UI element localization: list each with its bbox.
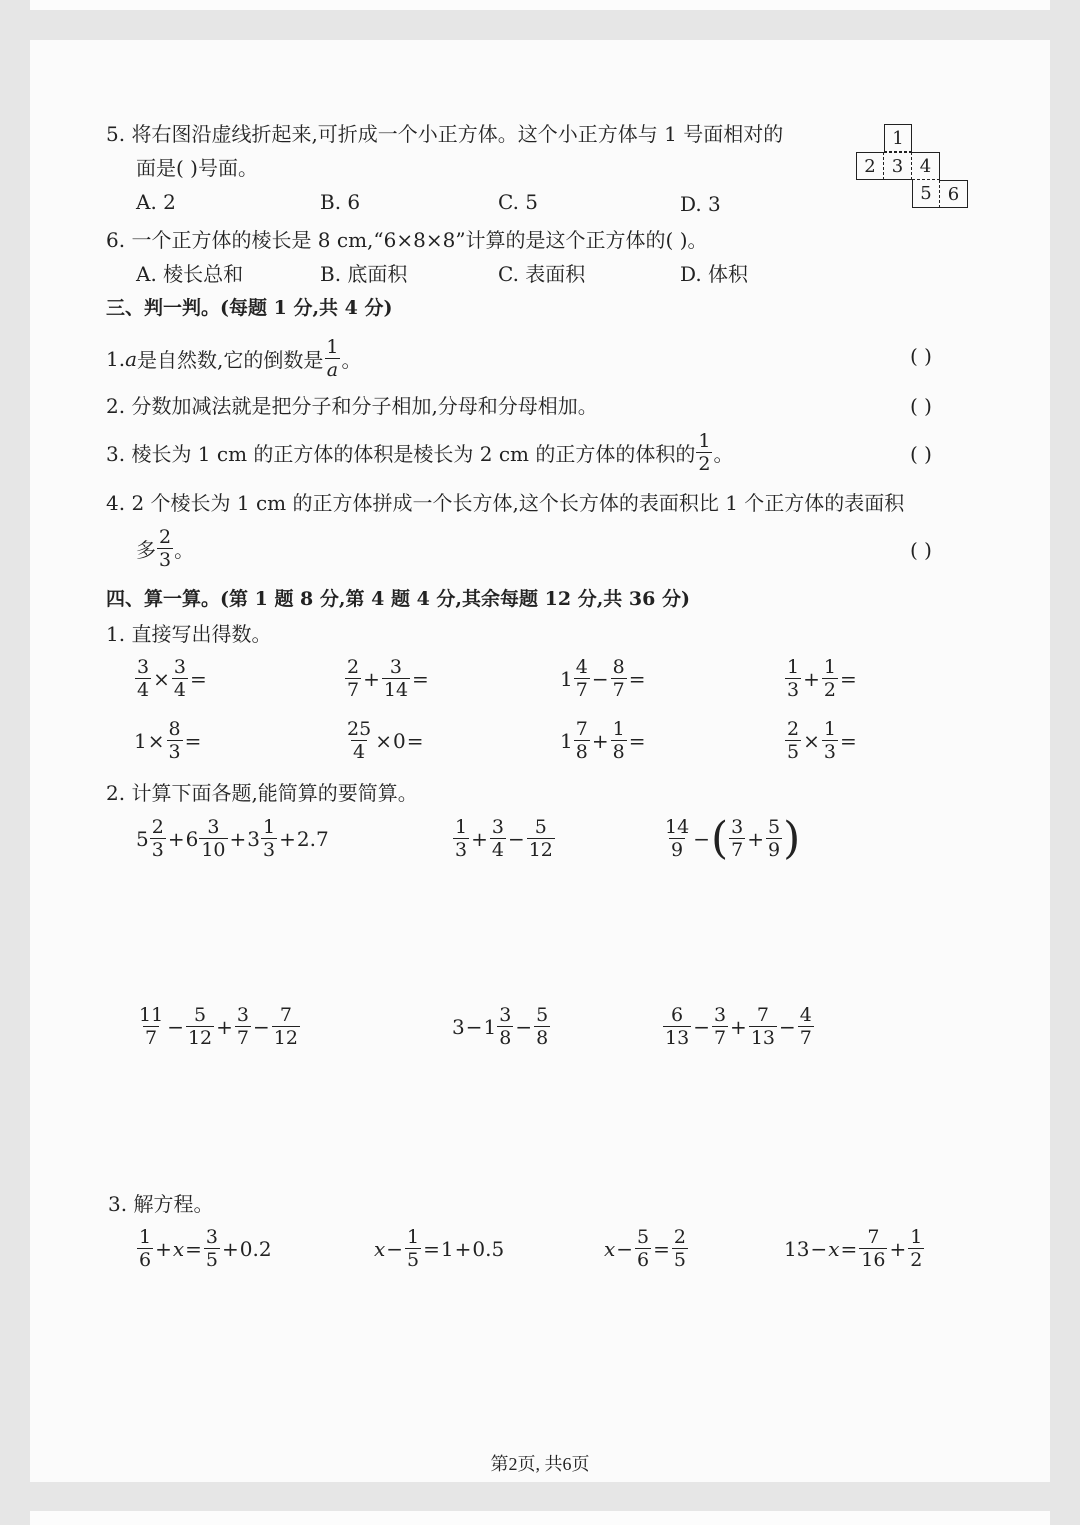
- calc-q2-title: 2. 计算下面各题,能简算的要简算。: [106, 781, 418, 805]
- direct-calc-6: $\frac{25}{4}$ × 0 =: [347, 718, 424, 763]
- fraction: $\frac{1}{8}$: [612, 718, 625, 763]
- answer-paren-3[interactable]: ( ): [910, 442, 932, 466]
- simplify-calc-2: 1 3 + $\frac{3}{4}$ − $\frac{5}{12}$: [455, 816, 553, 861]
- direct-calc-3: 1 4 7 − $\frac{8}{7}$ =: [560, 656, 646, 701]
- next-page-edge: [30, 1511, 1050, 1525]
- direct-calc-1: $\frac{3}{4}$ × $\frac{3}{4}$ =: [137, 656, 207, 701]
- fraction: $\frac{8}{7}$: [612, 656, 625, 701]
- fraction: 1 3: [455, 816, 468, 861]
- fraction: 7 8: [575, 718, 588, 763]
- q5-option-b: B. 6: [320, 190, 361, 214]
- judge-item-1-text: 是自然数,它的倒数是: [137, 348, 324, 372]
- equation-3: x − $\frac{5}{6}$ = $\frac{2}{5}$: [604, 1226, 686, 1271]
- direct-calc-8: $\frac{2}{5}$ × $\frac{1}{3}$ =: [787, 718, 857, 763]
- fraction: $\frac{3}{5}$: [205, 1226, 218, 1271]
- fraction: 1 a: [326, 336, 339, 381]
- fraction: 2 7: [347, 656, 360, 701]
- judge-item-3: 3. 棱长为 1 cm 的正方体的体积是棱长为 2 cm 的正方体的体积的 1 2 。: [106, 430, 734, 475]
- fraction: 3 10: [201, 816, 226, 861]
- fraction: 1 3: [787, 656, 800, 701]
- section4-title: 四、算一算。(第 1 题 8 分,第 4 题 4 分,其余每题 12 分,共 36 分): [106, 588, 690, 610]
- answer-paren-4[interactable]: ( ): [910, 538, 932, 562]
- calc-q3-title: 3. 解方程。: [108, 1192, 214, 1216]
- q6-option-d: D. 体积: [680, 262, 749, 286]
- fraction: $\frac{2}{5}$: [673, 1226, 686, 1271]
- q5-option-a: A. 2: [136, 190, 176, 214]
- simplify-calc-4: 11 7 − $\frac{5}{12}$ + $\frac{3}{7}$ − $\frac{7}{12}$: [139, 1004, 298, 1049]
- fraction: 1 6: [139, 1226, 152, 1271]
- fraction: $\frac{2}{5}$: [787, 718, 800, 763]
- fraction: $\frac{3}{7}$: [236, 1004, 249, 1049]
- fraction: $\frac{5}{12}$: [187, 1004, 213, 1049]
- fraction: $\frac{1}{5}$: [407, 1226, 420, 1271]
- fraction: $\frac{3}{4}$: [491, 816, 504, 861]
- var-a: a: [125, 346, 138, 371]
- fraction: 1 3: [263, 816, 276, 861]
- q5-option-c: C. 5: [498, 190, 539, 214]
- q6-option-c: C. 表面积: [498, 262, 586, 286]
- fraction: 3 7: [731, 816, 744, 861]
- fraction: $\frac{1}{2}$: [910, 1226, 923, 1271]
- judge-item-1-number: 1.: [106, 346, 126, 371]
- answer-paren-2[interactable]: ( ): [910, 394, 932, 418]
- simplify-calc-3: 14 9 − ( 3 7 + $\frac{5}{9}$ ): [665, 812, 801, 864]
- direct-calc-4: 1 3 + $\frac{1}{2}$ =: [787, 656, 857, 701]
- judge-item-1: 1. a 是自然数,它的倒数是 1 a 。: [106, 336, 362, 381]
- previous-page-edge: [30, 0, 1050, 10]
- fraction: $\frac{3}{7}$: [713, 1004, 727, 1049]
- simplify-calc-1: 5 2 3 + 6 3 10 + 3 1 3 + 2.7: [136, 816, 329, 861]
- direct-calc-7: 1 7 8 + $\frac{1}{8}$ =: [560, 718, 646, 763]
- fraction: $\frac{3}{4}$: [137, 656, 150, 701]
- fraction: 6 13: [665, 1004, 690, 1049]
- equation-1: 1 6 + x = $\frac{3}{5}$ + 0.2: [139, 1226, 272, 1271]
- fraction: $\frac{3}{4}$: [173, 656, 186, 701]
- fraction: $\frac{5}{6}$: [637, 1226, 650, 1271]
- simplify-calc-5: 3 − 1 3 8 − $\frac{5}{8}$: [452, 1004, 549, 1049]
- q5-line2: 面是( )号面。: [136, 156, 258, 180]
- q6-line1: 6. 一个正方体的棱长是 8 cm,“6×8×8”计算的是这个正方体的( )。: [106, 228, 708, 252]
- fraction: $\frac{3}{14}$: [383, 656, 409, 701]
- q6-option-a: A. 棱长总和: [136, 262, 244, 286]
- fraction: $\frac{5}{8}$: [536, 1004, 549, 1049]
- fraction: $\frac{1}{2}$: [823, 656, 836, 701]
- judge-item-2: 2. 分数加减法就是把分子和分子相加,分母和分母相加。: [106, 394, 598, 418]
- fraction: 3 8: [499, 1004, 512, 1049]
- fraction: 4 7: [575, 656, 588, 701]
- judge-item-4-line2: 多 2 3 。: [136, 526, 195, 571]
- q5-option-d: D. 3: [680, 192, 721, 216]
- section3-title: 三、判一判。(每题 1 分,共 4 分): [106, 297, 393, 319]
- equation-4: 13 − x = $\frac{7}{16}$ + $\frac{1}{2}$: [784, 1226, 923, 1271]
- fraction: $\frac{5}{12}$: [528, 816, 553, 861]
- net-face-4: 4: [912, 152, 940, 180]
- net-face-6: 6: [940, 180, 968, 208]
- fraction: 1 2: [698, 430, 711, 475]
- direct-calc-5: 1 × $\frac{8}{3}$ =: [134, 718, 202, 763]
- calc-q1-title: 1. 直接写出得数。: [106, 622, 272, 646]
- fraction: $\frac{7}{16}$: [861, 1226, 886, 1271]
- net-face-1: 1: [884, 124, 912, 152]
- fraction: 2 3: [151, 816, 164, 861]
- fraction: $\frac{5}{9}$: [767, 816, 781, 861]
- fraction: 11 7: [139, 1004, 164, 1049]
- fraction: $\frac{4}{7}$: [799, 1004, 812, 1049]
- net-face-3: 3: [884, 152, 912, 180]
- fraction: $\frac{7}{12}$: [273, 1004, 298, 1049]
- fraction: 14 9: [665, 816, 690, 861]
- q5-line1: 5. 将右图沿虚线折起来,可折成一个小正方体。这个小正方体与 1 号面相对的: [106, 122, 784, 146]
- fraction: $\frac{7}{13}$: [750, 1004, 775, 1049]
- simplify-calc-6: 6 13 − $\frac{3}{7}$ + $\frac{7}{13}$ − $\frac{4}{7}$: [665, 1004, 812, 1049]
- answer-paren-1[interactable]: ( ): [910, 344, 932, 368]
- page-number-footer: 第2页, 共6页: [490, 1454, 590, 1474]
- net-face-2: 2: [856, 152, 884, 180]
- q6-option-b: B. 底面积: [320, 262, 408, 286]
- net-face-5: 5: [912, 180, 940, 208]
- fraction: $\frac{8}{3}$: [168, 718, 181, 763]
- direct-calc-2: 2 7 + $\frac{3}{14}$ =: [347, 656, 429, 701]
- equation-2: x − $\frac{1}{5}$ = 1 + 0.5: [374, 1226, 505, 1271]
- fraction: 2 3: [159, 526, 172, 571]
- fraction: $\frac{25}{4}$: [347, 718, 372, 763]
- fraction: $\frac{1}{3}$: [823, 718, 836, 763]
- judge-item-4-line1: 4. 2 个棱长为 1 cm 的正方体拼成一个长方体,这个长方体的表面积比 1 个正方体的表面积: [106, 491, 905, 515]
